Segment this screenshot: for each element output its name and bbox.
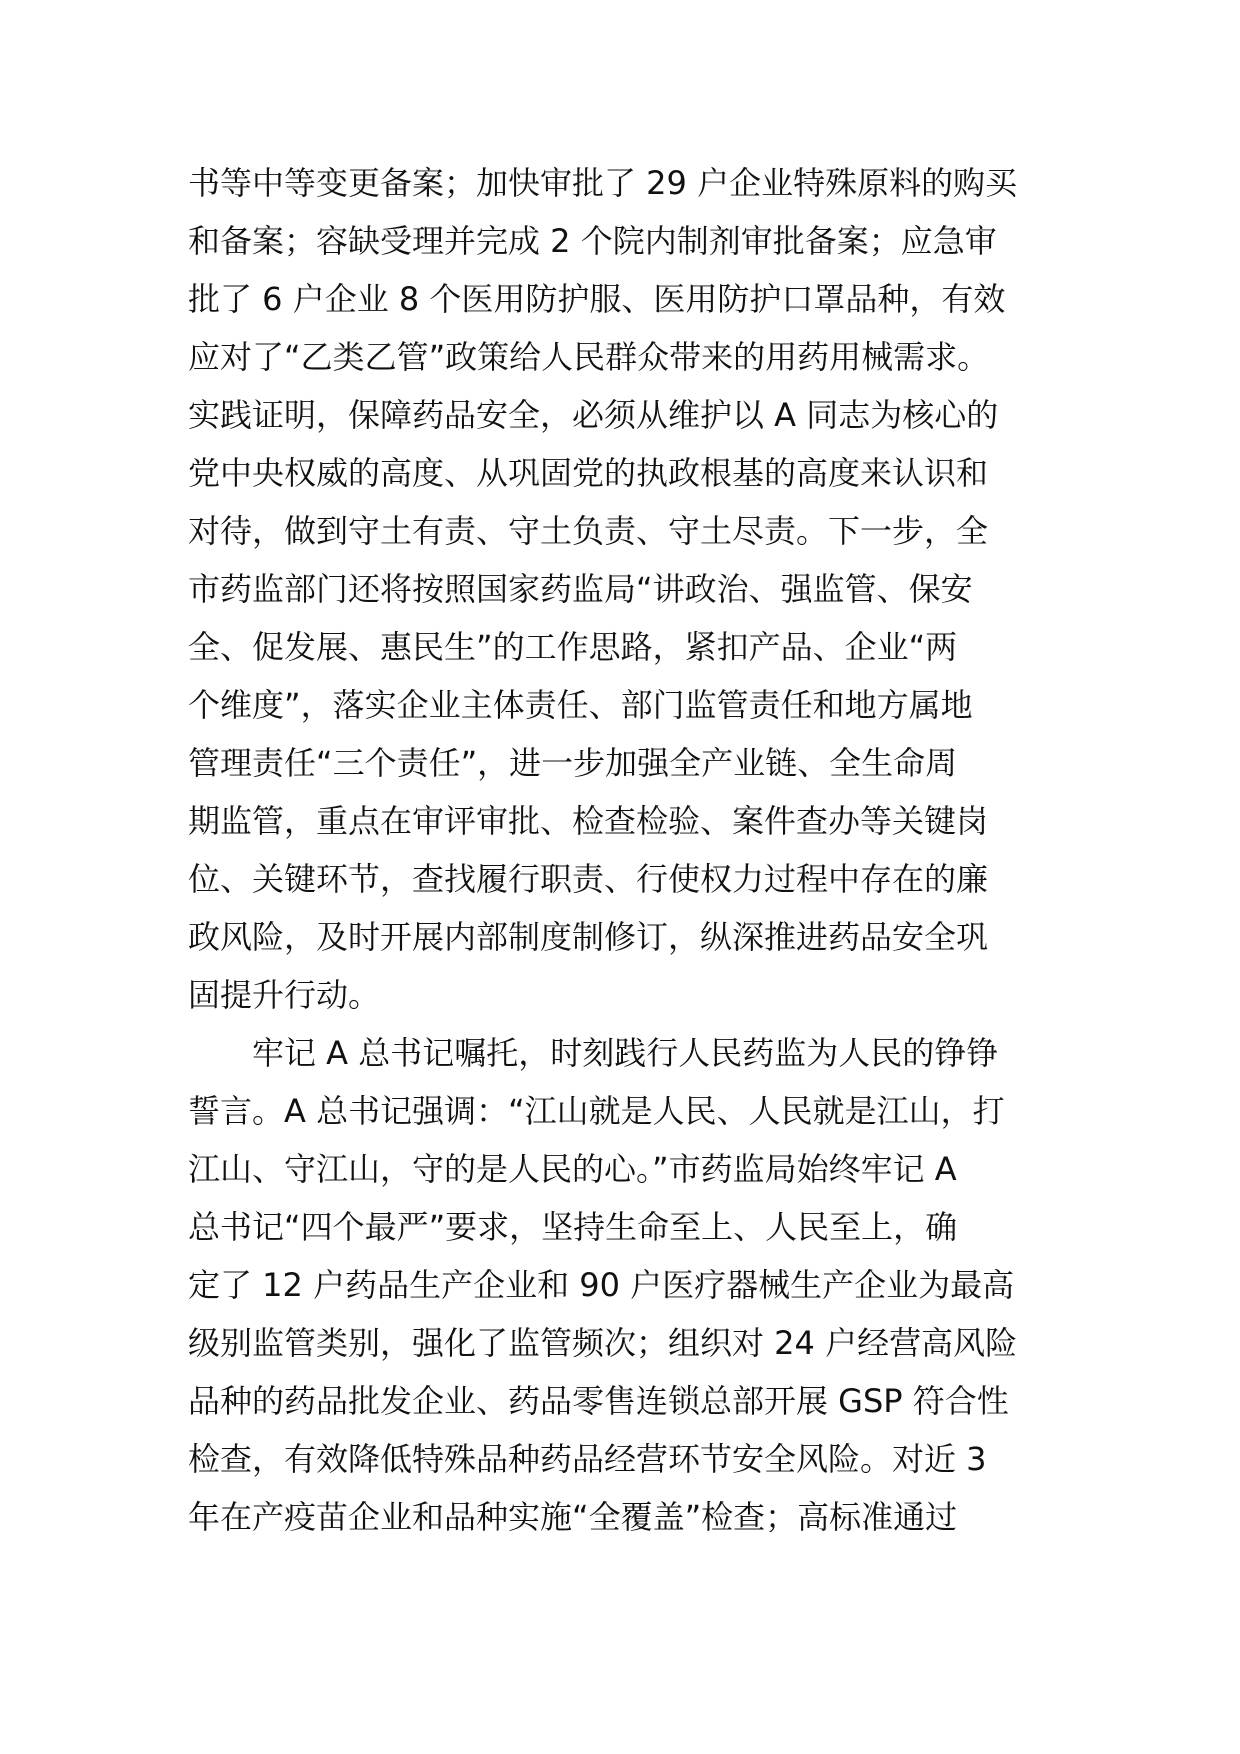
text-line: 总书记“四个最严”要求，坚持生命至上、人民至上，确 <box>188 1208 958 1246</box>
text-line: 管理责任“三个责任”，进一步加强全产业链、全生命周 <box>188 744 958 782</box>
text-line: 牢记 A 总书记嘱托，时刻践行人民药监为人民的铮铮 <box>252 1034 999 1072</box>
text-line: 批了 6 户企业 8 个医用防护服、医用防护口罩品种，有效 <box>188 280 1006 318</box>
text-line: 对待，做到守土有责、守土负责、守土尽责。下一步，全 <box>188 512 989 550</box>
text-line: 实践证明，保障药品安全，必须从维护以 A 同志为核心的 <box>188 396 999 434</box>
text-line: 书等中等变更备案；加快审批了 29 户企业特殊原料的购买 <box>188 164 1018 202</box>
text-line: 个维度”，落实企业主体责任、部门监管责任和地方属地 <box>188 686 973 724</box>
text-line: 政风险，及时开展内部制度制修订，纵深推进药品安全巩 <box>188 918 989 956</box>
paragraph-2 <box>188 1024 1068 1546</box>
text-line: 检查，有效降低特殊品种药品经营环节安全风险。对近 3 <box>188 1440 987 1478</box>
text-line: 江山、守江山，守的是人民的心。”市药监局始终牢记 A <box>188 1150 957 1188</box>
text-line: 期监管，重点在审评审批、检查检验、案件查办等关键岗 <box>188 802 989 840</box>
paragraph-1 <box>188 154 1068 1024</box>
text-line: 级别监管类别，强化了监管频次；组织对 24 户经营高风险 <box>188 1324 1018 1362</box>
text-line: 和备案；容缺受理并完成 2 个院内制剂审批备案；应急审 <box>188 222 997 260</box>
text-line: 应对了“乙类乙管”政策给人民群众带来的用药用械需求。 <box>188 338 990 376</box>
text-line: 党中央权威的高度、从巩固党的执政根基的高度来认识和 <box>188 454 989 492</box>
text-line: 全、促发展、惠民生”的工作思路，紧扣产品、企业“两 <box>188 628 958 666</box>
text-line: 品种的药品批发企业、药品零售连锁总部开展 GSP 符合性 <box>188 1382 1009 1420</box>
text-line: 固提升行动。 <box>188 976 381 1014</box>
document-body <box>188 154 1068 1546</box>
text-line: 年在产疫苗企业和品种实施“全覆盖”检查；高标准通过 <box>188 1498 958 1536</box>
text-line: 位、关键环节，查找履行职责、行使权力过程中存在的廉 <box>188 860 989 898</box>
text-line: 定了 12 户药品生产企业和 90 户医疗器械生产企业为最高 <box>188 1266 1015 1304</box>
text-line: 誓言。A 总书记强调：“江山就是人民、人民就是江山，打 <box>188 1092 1005 1130</box>
text-line: 市药监部门还将按照国家药监局“讲政治、强监管、保安 <box>188 570 973 608</box>
